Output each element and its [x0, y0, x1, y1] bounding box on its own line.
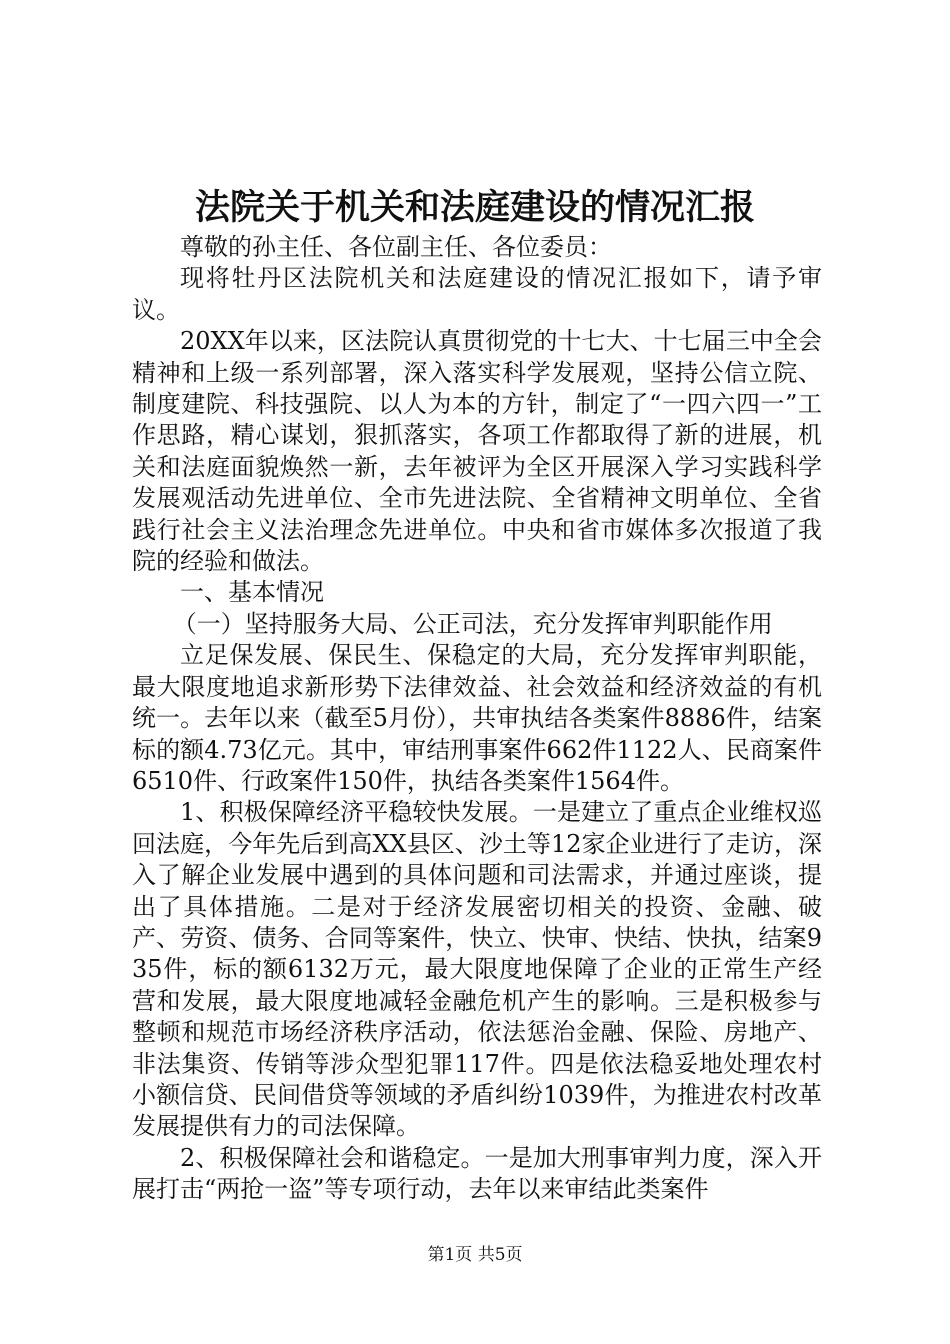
body-paragraph: 1、积极保障经济平稳较快发展。一是建立了重点企业维权巡回法庭，今年先后到高XX县区、沙土等12家企业进行了走访，深入了解企业发展中遇到的具体问题和司法需求，并通过座谈，提出了具体措施。二是对于经济发展密切相关的投资、金融、破产、劳资、债务、合同等案件，快立、快审、快结、快执，结案935件，标的额6132万元，最大限度地保障了企业的正常生产经营和发展，最大限度地减轻金融危机产生的影响。三是积极参与整顿和规范市场经济秩序活动，依法惩治金融、保险、房地产、非法集资、传销等涉众型犯罪117件。四是依法稳妥地处理农村小额信贷、民间借贷等领域的矛盾纠纷1039件，为推进农村改革发展提供有力的司法保障。: [132, 798, 822, 1141]
document-title: 法院关于机关和法庭建设的情况汇报: [194, 187, 755, 228]
document-body: [132, 232, 822, 1206]
section-heading: 一、基本情况: [180, 578, 324, 607]
subsection-heading: （一）坚持服务大局、公正司法，充分发挥审判职能作用: [172, 609, 773, 638]
intro-paragraph: 现将牡丹区法院机关和法庭建设的情况汇报如下，请予审议。: [132, 264, 822, 324]
body-paragraph: 立足保发展、保民生、保稳定的大局，充分发挥审判职能，最大限度地追求新形势下法律效益、社会效益和经济效益的有机统一。去年以来（截至5月份），共审执结各类案件8886件，结案标的额4.73亿元。其中，审结刑事案件662件1122人、民商案件6510件、行政案件150件，执结各类案件1564件。: [132, 641, 822, 795]
salutation-paragraph: 尊敬的孙主任、各位副主任、各位委员：: [180, 233, 612, 261]
overview-paragraph: 20XX年以来，区法院认真贯彻党的十七大、十七届三中全会精神和上级一系列部署，深入落实科学发展观，坚持公信立院、制度建院、科技强院、以人为本的方针，制定了“一四六四一”工作思路，精心谋划，狠抓落实，各项工作都取得了新的进展，机关和法庭面貌焕然一新，去年被评为全区开展深入学习实践科学发展观活动先进单位、全市先进法院、全省精神文明单位、全省践行社会主义法治理念先进单位。中央和省市媒体多次报道了我院的经验和做法。: [132, 327, 822, 576]
body-paragraph: 2、积极保障社会和谐稳定。一是加大刑事审判力度，深入开展打击“两抢一盗”等专项行动，去年以来审结此类案件: [132, 1143, 822, 1204]
page-footer: 第1页 共5页: [427, 1245, 523, 1265]
